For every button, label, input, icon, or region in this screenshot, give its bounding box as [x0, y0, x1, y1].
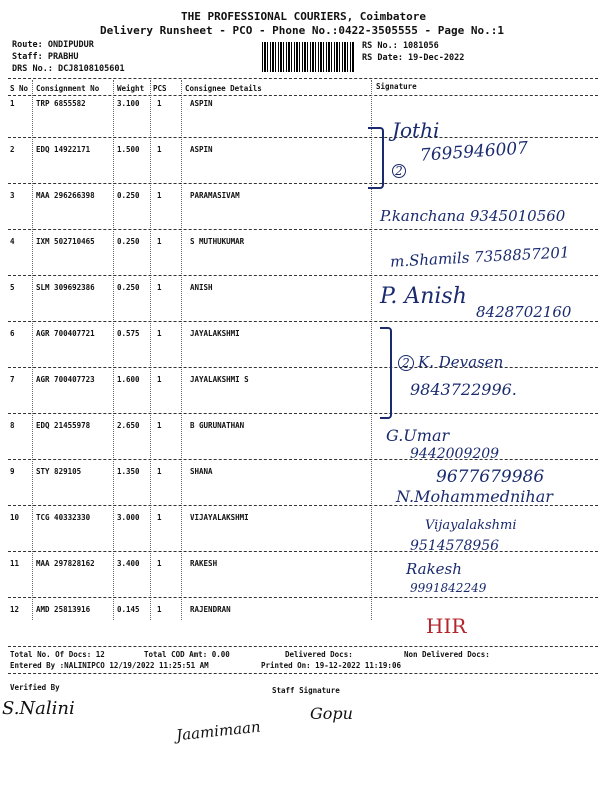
cell-sno: 1	[10, 99, 15, 108]
row-divider	[8, 275, 598, 276]
staff-signature: Jaamimaan	[175, 717, 262, 745]
row-divider	[8, 597, 598, 598]
cell-consignment: MAA 296266398	[36, 191, 95, 200]
handwritten-phone: 9843722996.	[410, 380, 517, 399]
handwritten-signature: Jothi	[392, 118, 440, 142]
cell-pcs: 1	[157, 237, 162, 246]
row-divider	[8, 459, 598, 460]
non-delivered-docs: Non Delivered Docs:	[404, 650, 490, 659]
row-divider	[8, 183, 598, 184]
cell-consignee: ANISH	[190, 283, 213, 292]
cell-consignment: MAA 297828162	[36, 559, 95, 568]
cell-weight: 1.500	[117, 145, 140, 154]
staff-signature-label: Staff Signature	[272, 686, 340, 695]
bracket-mark	[380, 327, 392, 419]
col-pcs: PCS	[153, 84, 167, 93]
cell-sno: 10	[10, 513, 20, 522]
cell-consignment: TCG 40332330	[36, 513, 91, 522]
handwritten-signature: Vijayalakshmi	[425, 518, 517, 533]
divider	[8, 78, 598, 79]
total-cod: Total COD Amt: 0.00	[144, 650, 230, 659]
cell-consignee: JAYALAKSHMI	[190, 329, 240, 338]
cell-pcs: 1	[157, 99, 162, 108]
cell-sno: 5	[10, 283, 15, 292]
cell-pcs: 1	[157, 605, 162, 614]
cell-sno: 9	[10, 467, 15, 476]
cell-consignee: ASPIN	[190, 145, 213, 154]
delivered-docs: Delivered Docs:	[285, 650, 353, 659]
handwritten-signature: N.Mohammednihar	[396, 487, 553, 506]
circled-count: 2	[398, 355, 414, 371]
cell-consignment: IXM 502710465	[36, 237, 95, 246]
handwritten-phone: 9991842249	[410, 581, 487, 595]
cell-weight: 3.100	[117, 99, 140, 108]
cell-consignment: AGR 700407721	[36, 329, 95, 338]
cell-weight: 0.250	[117, 191, 140, 200]
cell-sno: 2	[10, 145, 15, 154]
cell-sno: 11	[10, 559, 20, 568]
barcode-image	[262, 42, 354, 72]
cell-pcs: 1	[157, 145, 162, 154]
cell-pcs: 1	[157, 421, 162, 430]
runsheet-title: Delivery Runsheet - PCO - Phone No.:0422-3505555 - Page No.:1	[100, 24, 504, 37]
cell-consignment: SLM 309692386	[36, 283, 95, 292]
cell-consignee: RAJENDRAN	[190, 605, 231, 614]
column-separator	[32, 80, 33, 620]
cell-consignee: RAKESH	[190, 559, 218, 568]
handwritten-signature: m.Shamils 7358857201	[389, 243, 570, 271]
verifier-signature: S.Nalini	[2, 698, 75, 719]
cell-sno: 8	[10, 421, 15, 430]
cell-consignment: STY 829105	[36, 467, 82, 476]
divider	[8, 673, 598, 674]
cell-consignee: JAYALAKSHMI S	[190, 375, 249, 384]
cell-weight: 1.600	[117, 375, 140, 384]
cell-consignee: B GURUNATHAN	[190, 421, 245, 430]
row-divider	[8, 551, 598, 552]
handwritten-signature: P. Anish	[380, 284, 467, 309]
entered-by: Entered By :NALINIPCO 12/19/2022 11:25:51 AM	[10, 661, 209, 670]
cell-pcs: 1	[157, 283, 162, 292]
circled-count: 2	[392, 164, 406, 178]
cell-weight: 0.250	[117, 237, 140, 246]
cell-sno: 4	[10, 237, 15, 246]
verified-by-label: Verified By	[10, 683, 60, 692]
handwritten-phone: 8428702160	[476, 303, 572, 321]
cell-weight: 1.350	[117, 467, 140, 476]
handwritten-phone: 9677679986	[436, 467, 545, 487]
row-divider	[8, 229, 598, 230]
cell-consignee: S MUTHUKUMAR	[190, 237, 245, 246]
cell-consignee: VIJAYALAKSHMI	[190, 513, 249, 522]
cell-consignment: AGR 700407723	[36, 375, 95, 384]
cell-pcs: 1	[157, 559, 162, 568]
col-signature: Signature	[376, 82, 417, 91]
cell-consignment: EDQ 14922171	[36, 145, 91, 154]
drs-number: DRS No.: DCJ8108105601	[12, 64, 125, 74]
staff-signature: Gopu	[310, 704, 353, 723]
divider	[8, 95, 598, 96]
cell-weight: 0.575	[117, 329, 140, 338]
cell-consignee: SHANA	[190, 467, 213, 476]
cell-pcs: 1	[157, 467, 162, 476]
cell-pcs: 1	[157, 329, 162, 338]
bracket-mark	[368, 127, 384, 189]
cell-sno: 7	[10, 375, 15, 384]
row-divider	[8, 137, 598, 138]
route-label: Route: ONDIPUDUR	[12, 40, 94, 50]
rs-number: RS No.: 1081056	[362, 41, 439, 51]
row-divider	[8, 413, 598, 414]
col-consignment: Consignment No	[36, 84, 100, 93]
cell-pcs: 1	[157, 375, 162, 384]
column-separator	[181, 80, 182, 620]
handwritten-phone: 9514578956	[410, 538, 500, 554]
total-docs: Total No. Of Docs: 12	[10, 650, 105, 659]
cell-weight: 0.250	[117, 283, 140, 292]
handwritten-signature: G.Umar	[386, 426, 450, 445]
cell-weight: 3.400	[117, 559, 140, 568]
rs-date: RS Date: 19-Dec-2022	[362, 53, 465, 63]
cell-weight: 2.650	[117, 421, 140, 430]
company-title: THE PROFESSIONAL COURIERS, Coimbatore	[181, 10, 427, 23]
cell-consignment: TRP 6855582	[36, 99, 86, 108]
handwritten-signature: P.kanchana 9345010560	[380, 207, 566, 225]
cell-consignment: AMD 25813916	[36, 605, 91, 614]
cell-weight: 0.145	[117, 605, 140, 614]
cell-pcs: 1	[157, 513, 162, 522]
cell-consignment: EDQ 21455978	[36, 421, 91, 430]
handwritten-phone: 7695946007	[419, 138, 529, 166]
cell-weight: 3.000	[117, 513, 140, 522]
divider	[8, 646, 598, 647]
row-divider	[8, 367, 598, 368]
cell-consignee: PARAMASIVAM	[190, 191, 240, 200]
col-sno: S No	[10, 84, 29, 93]
cell-sno: 12	[10, 605, 20, 614]
col-weight: Weight	[117, 84, 145, 93]
handwritten-phone: 9442009209	[410, 446, 500, 462]
handwritten-signature: Rakesh	[406, 560, 462, 578]
cell-sno: 3	[10, 191, 15, 200]
handwritten-signature: K. Devasen	[418, 353, 504, 371]
column-separator	[150, 80, 151, 620]
staff-label: Staff: PRABHU	[12, 52, 79, 62]
cell-consignee: ASPIN	[190, 99, 213, 108]
handwritten-mark: HIR	[426, 614, 467, 638]
col-consignee: Consignee Details	[185, 84, 262, 93]
row-divider	[8, 321, 598, 322]
cell-pcs: 1	[157, 191, 162, 200]
cell-sno: 6	[10, 329, 15, 338]
printed-on: Printed On: 19-12-2022 11:19:06	[261, 661, 401, 670]
column-separator	[113, 80, 114, 620]
